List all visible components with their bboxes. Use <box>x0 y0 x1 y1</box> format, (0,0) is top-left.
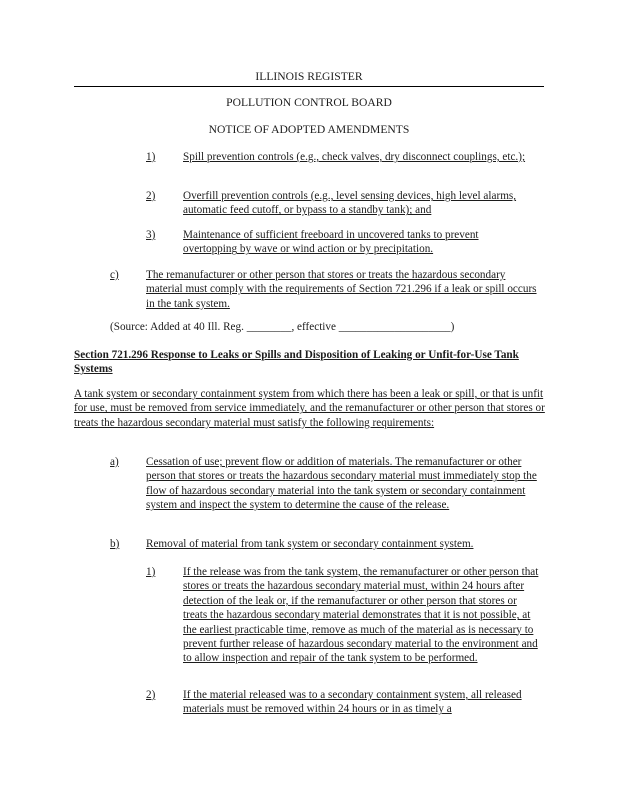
list-item-text: If the material released was to a secondary containment system, all released materials must be removed within 24 hours or in as timely a <box>183 689 522 716</box>
list-item-text: Cessation of use; prevent flow or addition of materials. The remanufacturer or other person that stores or treats the hazardous secondary material must immediately stop the flow of hazardous secondary material into the tank system or secondary containment system and inspect the system to determine the cause of the release. <box>146 456 537 512</box>
board-name: POLLUTION CONTROL BOARD <box>226 96 392 109</box>
list-number: c) <box>110 269 119 281</box>
list-number: 1) <box>146 151 156 163</box>
list-item-text: Removal of material from tank system or secondary containment system. <box>146 538 474 550</box>
list-number: b) <box>110 538 120 550</box>
notice-title: NOTICE OF ADOPTED AMENDMENTS <box>208 123 410 136</box>
list-item-text: If the release was from the tank system, the remanufacturer or other person that stores or treats the hazardous secondary material must, within 24 hours after detection of the leak or, if the remanufacturer or other person that stores or treats the hazardous secondary material demonstrates that it is not possible, at the earliest practicable time, remove as much of the material as is necessary to prevent further release of hazardous secondary material to the environment and to allow inspection and repair of the tank system to be performed. <box>183 566 539 665</box>
list-number: 2) <box>146 689 156 701</box>
section-intro: A tank system or secondary containment system from which there has been a leak or spill, or that is unfit for use, must be removed from service immediately, and the remanufacturer or other person that stores or treats the hazardous secondary material must satisfy the following requirements: <box>74 388 545 429</box>
list-number: 3) <box>146 229 156 241</box>
list-number: a) <box>110 456 119 468</box>
list-number: 1) <box>146 566 156 578</box>
list-number: 2) <box>146 190 156 202</box>
list-item-text: The remanufacturer or other person that stores or treats the hazardous secondary material must comply with the requirements of Section 721.296 if a leak or spill occurs in the tank system. <box>146 269 537 310</box>
list-item-text: Overfill prevention controls (e.g., level sensing devices, high level alarms, automatic feed cutoff, or bypass to a standby tank); and <box>183 190 517 217</box>
list-item-text: Spill prevention controls (e.g., check valves, dry disconnect couplings, etc.); <box>183 151 526 163</box>
register-header: ILLINOIS REGISTER <box>255 70 363 83</box>
section-heading: Section 721.296 Response to Leaks or Spills and Disposition of Leaking or Unfit-for-Use Tank Systems <box>74 349 519 376</box>
header-rule <box>74 86 544 87</box>
list-item-text: Maintenance of sufficient freeboard in uncovered tanks to prevent overtopping by wave or wind action or by precipitation. <box>183 229 479 256</box>
source-note: (Source: Added at 40 Ill. Reg. ________, effective ____________________) <box>110 321 455 333</box>
